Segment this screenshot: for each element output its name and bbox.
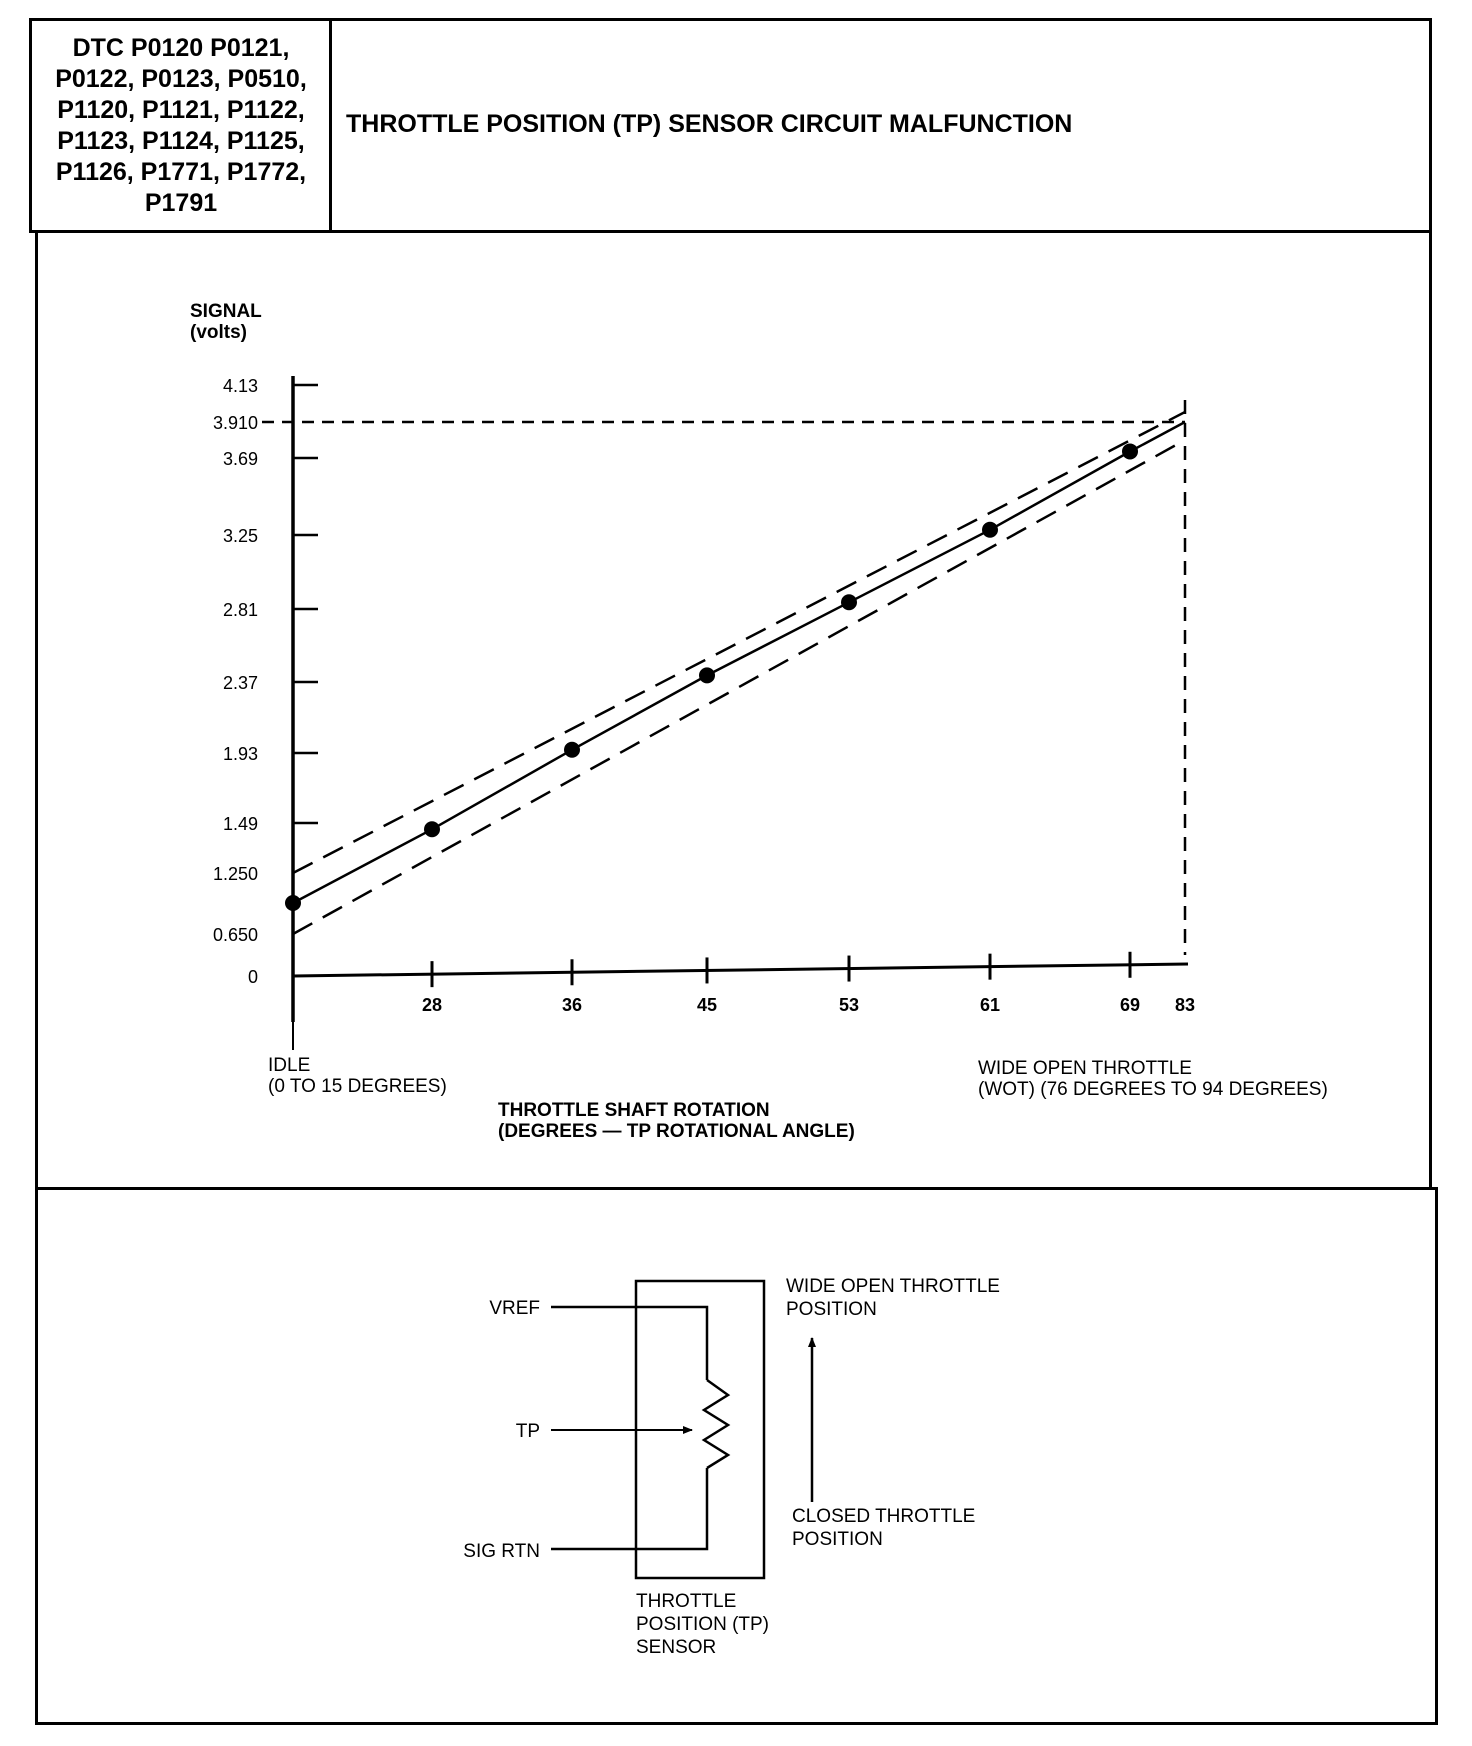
y-axis-title: SIGNAL: [190, 301, 262, 322]
vref-label: VREF: [489, 1298, 540, 1319]
y-axis-unit: (volts): [190, 322, 247, 343]
sig-rtn-label: SIG RTN: [463, 1541, 540, 1562]
y-tick-label: 0: [247, 967, 258, 987]
data-point: [1122, 443, 1138, 459]
data-point: [982, 522, 998, 538]
x-axis-line: [293, 964, 1188, 976]
x-tick-label: 45: [696, 995, 718, 1015]
vref-wire: [551, 1307, 707, 1380]
wot-position-label: WIDE OPEN THROTTLE POSITION: [786, 1276, 1000, 1320]
data-point: [424, 821, 440, 837]
y-tick-label: 3.25: [222, 526, 258, 546]
x-tick-label: 53: [838, 995, 860, 1015]
y-tick-label: 1.49: [222, 814, 258, 834]
upper-limit-line: [293, 412, 1185, 873]
sensor-label: THROTTLE POSITION (TP) SENSOR: [636, 1591, 769, 1658]
tp-label: TP: [515, 1421, 540, 1442]
data-point: [564, 742, 580, 758]
y-tick-label: 1.93: [222, 744, 258, 764]
y-tick-label: 2.37: [222, 673, 258, 693]
y-tick-label: 3.910: [212, 413, 258, 433]
x-tick-label: 61: [979, 995, 1001, 1015]
resistor-icon: [704, 1380, 728, 1468]
y-tick-label: 2.81: [222, 600, 258, 620]
x-tick-label: 28: [421, 995, 443, 1015]
y-tick-label: 1.250: [212, 864, 258, 884]
lower-limit-line: [293, 440, 1185, 934]
dtc-codes: DTC P0120 P0121, P0122, P0123, P0510, P1120, P1121, P1122, P1123, P1124, P1125, P1126, P1771, P1772, P1791: [55, 34, 307, 217]
x-tick-label: 69: [1119, 995, 1141, 1015]
sig-rtn-wire: [551, 1468, 707, 1549]
x-axis-title: THROTTLE SHAFT ROTATION (DEGREES — TP ROTATIONAL ANGLE): [498, 1100, 855, 1142]
x-tick-label: 36: [561, 995, 583, 1015]
closed-position-label: CLOSED THROTTLE POSITION: [792, 1506, 976, 1550]
data-point: [285, 895, 301, 911]
y-tick-label: 0.650: [212, 925, 258, 945]
y-tick-label: 3.69: [222, 449, 258, 469]
x-tick-label: 83: [1174, 995, 1196, 1015]
y-tick-label: 4.13: [222, 376, 258, 396]
data-point: [841, 594, 857, 610]
idle-annotation: IDLE (0 TO 15 DEGREES): [268, 1055, 447, 1097]
data-point: [699, 667, 715, 683]
page-title: THROTTLE POSITION (TP) SENSOR CIRCUIT MALFUNCTION: [346, 110, 1073, 138]
wot-annotation: WIDE OPEN THROTTLE (WOT) (76 DEGREES TO 94 DEGREES): [978, 1058, 1328, 1100]
